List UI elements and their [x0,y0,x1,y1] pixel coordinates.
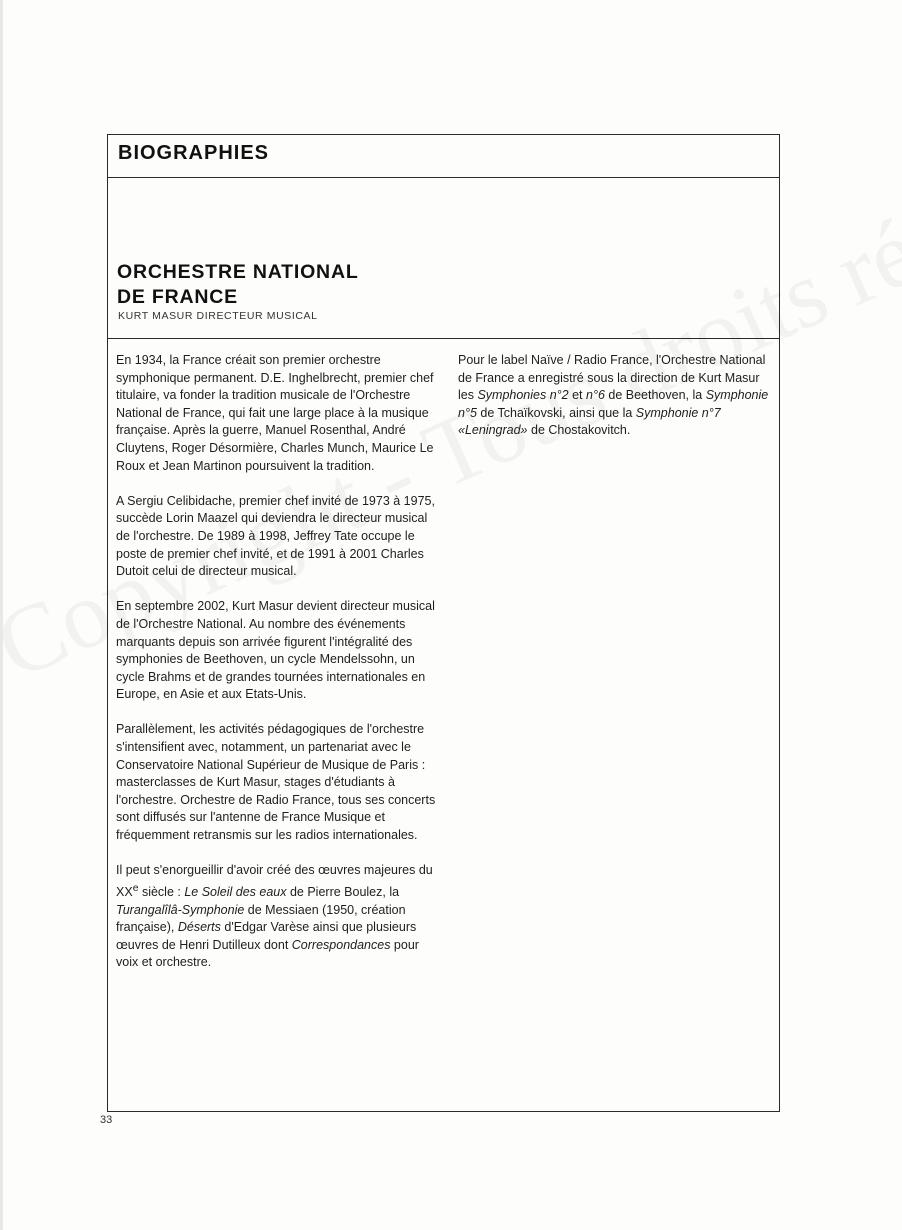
orchestra-subtitle: KURT MASUR DIRECTEUR MUSICAL [118,310,318,322]
work-title: Symphonies n°2 [477,388,569,403]
text-segment: d'Edgar Varèse ainsi que plusieurs œuvres de Henri Dutilleux dont [116,920,417,952]
work-title: n°6 [586,388,605,403]
orchestra-name-line1: ORCHESTRE NATIONAL [117,261,359,283]
text-segment: de Beethoven, la [604,388,706,403]
text-segment: de Tchaïkovski, ainsi que la [476,405,636,420]
paragraph-recordings [458,352,774,440]
title-divider [108,338,779,339]
section-title: BIOGRAPHIES [118,142,270,164]
paragraph-history: En 1934, la France créait son premier orchestre symphonique permanent. D.E. Inghelbrecht, premier chef titulaire, va fonder la tradition musicale de l'Orchestre National de France, qui fait une large place à la musique française. Après la guerre, Manuel Rosenthal, André Cluytens, Roger Désormière, Charles Munch, Maurice Le Roux et Jean Martinon poursuivent la tradition. [116,353,434,473]
paragraph-premieres [116,862,436,972]
orchestra-name-line2: DE FRANCE [117,286,238,308]
orchestra-name [117,260,359,310]
paragraph-pedagogy: Parallèlement, les activités pédagogiques de l'orchestre s'intensifient avec, notamment, un partenariat avec le Conservatoire National Supérieur de Musique de Paris : masterclasses de Kurt Masur, stages d'étudiants à l'orchestre. Orchestre de Radio France, tous ses concerts sont diffusés sur l'antenne de France Musique et fréquemment retransmis sur les radios internationales. [116,722,436,843]
text-segment: de Pierre Boulez, la [286,884,400,899]
work-title: Symphonie n°7 «Leningrad» [458,405,721,438]
superscript-e: e [132,882,139,894]
text-segment: de Chostakovitch. [527,423,631,438]
text-segment: de Messiaen (1950, création française), [116,902,406,935]
paragraph-masur: En septembre 2002, Kurt Masur devient directeur musical de l'Orchestre National. Au nombre des événements marquants depuis son arrivée figurent l'intégralité des symphonies de Beethoven, un cycle Mendelssohn, un cycle Brahms et de grandes tournées internationales en Europe, en Asie et aux Etats-Unis. [116,599,435,702]
text-segment: et [568,388,586,403]
text-segment: siècle : [138,884,185,899]
text-segment: Pour le label Naïve / Radio France, l'Orchestre National de France a enregistré sous la direction de Kurt Masur les [458,353,766,403]
text-segment: pour voix et orchestre. [116,937,419,970]
work-title: Turangalîlâ-Symphonie [116,902,245,917]
paragraph-conductors: A Sergiu Celibidache, premier chef invité de 1973 à 1975, succède Lorin Maazel qui deviendra le directeur musical de l'orchestre. De 1989 à 1998, Jeffrey Tate occupe le poste de premier chef invité, et de 1991 à 2001 Charles Dutoit celui de directeur musical. [116,493,435,579]
section-header [108,135,779,178]
page-number: 33 [100,1114,113,1126]
work-title: Déserts [177,920,221,935]
text-segment: Il peut s'enorgueillir d'avoir créé des œuvres majeures du XX [116,863,433,899]
work-title: Le Soleil des eaux [184,884,287,899]
biography-frame [107,134,780,1112]
work-title: Symphonie n°5 [458,388,769,420]
left-column [116,352,436,990]
work-title: Correspondances [291,937,391,952]
right-column [458,352,774,458]
